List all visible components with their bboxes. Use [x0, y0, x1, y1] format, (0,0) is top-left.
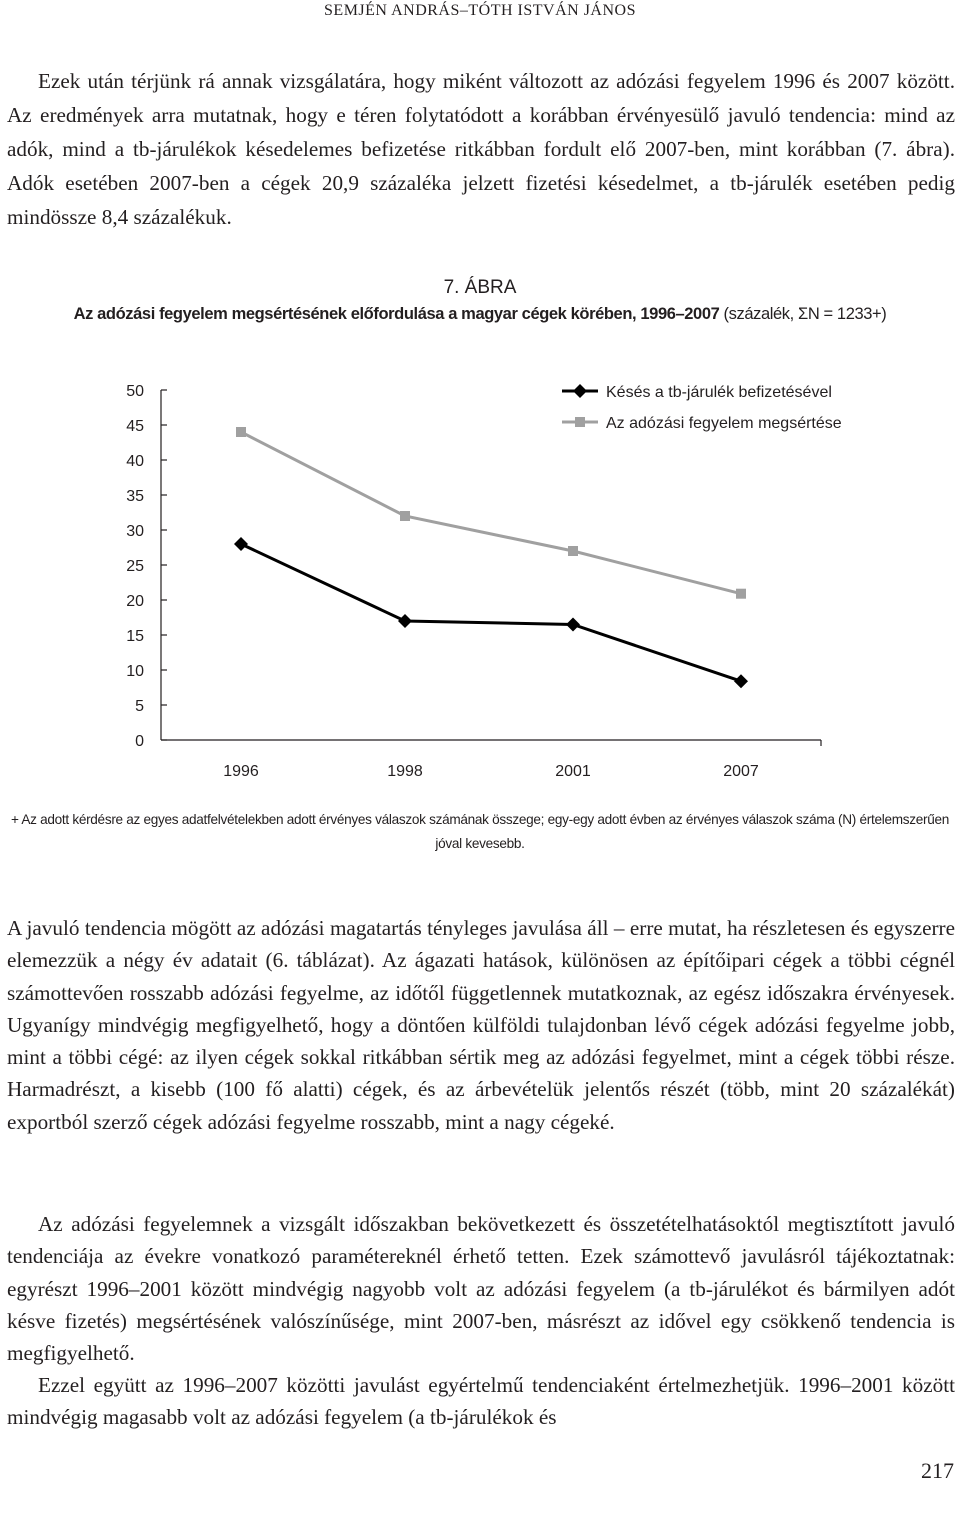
data-point-square — [568, 546, 578, 556]
series-line — [241, 432, 741, 594]
legend-marker-square — [575, 417, 585, 427]
paragraph-1: Ezek után térjünk rá annak vizsgálatára, hogy miként változott az adózási fegyelem 1996 és 2007 között. Az eredmények arra mutatnak, hogy e téren folytatódott a korábban érvényesülő javuló tendencia: mind az adók, mind a tb-járulékok késedelemes befizetése ritkábban fordult elő 2007-ben, mint korábban (7. ábra). Adók esetében 2007-ben a cégek 20,9 százaléka jelzett fizetési késedelmet, a tb-járulék esetében pedig mindössze 8,4 százalékuk. — [7, 69, 955, 229]
figure-number: 7. ÁBRA — [443, 277, 517, 298]
y-tick-label: 40 — [126, 453, 144, 470]
line-chart — [100, 370, 860, 790]
figure-unit: (százalék, ΣN = 1233+) — [719, 305, 887, 323]
data-point-diamond — [398, 614, 412, 628]
x-tick-label: 2001 — [555, 763, 591, 780]
y-tick-label: 20 — [126, 593, 144, 610]
running-head: SEMJÉN ANDRÁS–TÓTH ISTVÁN JÁNOS — [324, 2, 636, 19]
y-tick-label: 30 — [126, 523, 144, 540]
data-point-diamond — [234, 537, 248, 551]
legend-label: Késés a tb-járulék befizetésével — [606, 384, 832, 401]
y-tick-label: 15 — [126, 628, 144, 645]
y-tick-label: 35 — [126, 488, 144, 505]
x-tick-label: 1998 — [387, 763, 423, 780]
data-point-square — [400, 511, 410, 521]
paragraph-3: Az adózási fegyelemnek a vizsgált időszakban bekövetkezett és összetételhatásoktól megtisztított javuló tendenciája az évekre vonatkozó paramétereknél érhető tetten. Ezek számottevő javulásról tájékoztatnak: egyrészt 1996–2001 között mindvégig nagyobb volt az adózási fegyelem (a tb-járulékot és bármilyen adót késve fizetés) megsértésének valószínűsége, mint 2007-ben, másrészt az idővel egy csökkenő tendencia is megfigyelhető. — [7, 1212, 955, 1366]
y-tick-label: 45 — [126, 418, 144, 435]
series-line — [241, 544, 741, 681]
figure-title-text: Az adózási fegyelem megsértésének előfordulása a magyar cégek körében, 1996–2007 — [73, 305, 720, 323]
x-tick-label: 2007 — [723, 763, 759, 780]
y-tick-label: 25 — [126, 558, 144, 575]
legend-label: Az adózási fegyelem megsértése — [606, 415, 842, 432]
y-tick-label: 0 — [135, 733, 144, 750]
figure-footnote: + Az adott kérdésre az egyes adatfelvételekben adott érvényes válaszok számának összege; egy-egy adott évben az érvényes válaszok száma (N) értelemszerűen jóval kevesebb. — [11, 812, 949, 851]
data-point-square — [236, 427, 246, 437]
page-number: 217 — [921, 1458, 954, 1483]
paragraph-2: A javuló tendencia mögött az adózási magatartás tényleges javulása áll – erre mutat, ha részletesen és egyszerre elemezzük a négy év adatait (6. táblázat). Az ágazati hatások, különösen az építőipari cégek a többi cégnél számottevően rosszabb adózási fegyelme, az időtől függetlennek mutatkoznak, az egész időszakra érvényesek. Ugyanígy mindvégig megfigyelhető, hogy a döntően külföldi tulajdonban lévő cégek adózási fegyelme jobb, mint a többi cégé: az ilyen cégek sokkal ritkábban sértik meg az adózási fegyelmet, mint a cégek többi része. Harmadrészt, a kisebb (100 fő alatti) cégek, és az árbevételük jelentős részét (több, mint 20 százalékát) exportból szerző cégek adózási fegyelme rosszabb, mint a nagy cégeké. — [7, 916, 955, 1134]
x-tick-label: 1996 — [223, 763, 259, 780]
figure-title — [0, 305, 960, 324]
data-point-diamond — [566, 618, 580, 632]
y-tick-label: 5 — [135, 698, 144, 715]
paragraph-4: Ezzel együtt az 1996–2007 közötti javulást egyértelmű tendenciaként értelmezhetjük. 1996–2001 között mindvégig magasabb volt az adózási fegyelem (a tb-járulékok és — [7, 1373, 955, 1430]
y-tick-label: 10 — [126, 663, 144, 680]
y-tick-label: 50 — [126, 383, 144, 400]
legend-marker-diamond — [573, 384, 587, 398]
data-point-diamond — [734, 674, 748, 688]
data-point-square — [736, 589, 746, 599]
